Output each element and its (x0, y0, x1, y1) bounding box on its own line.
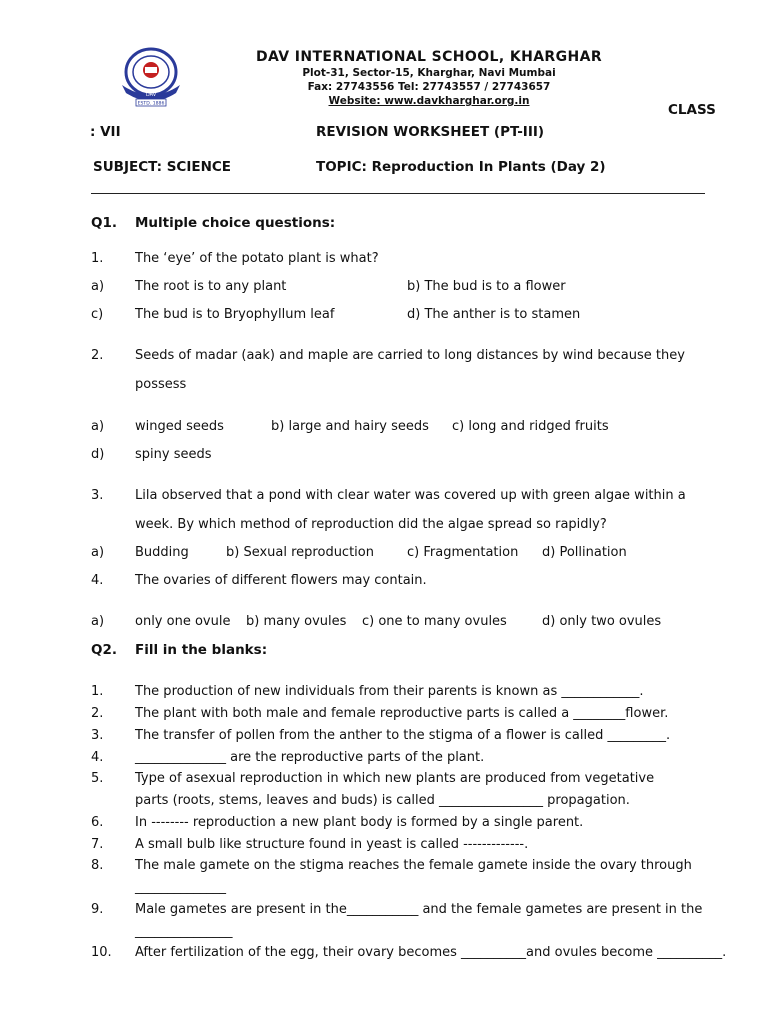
mcq4-opt-a: only one ovule (135, 614, 231, 629)
mcq2-question-line2: possess (135, 377, 187, 392)
mcq2-opt-b: b) large and hairy seeds (271, 419, 429, 434)
mcq3-question-line1: Lila observed that a pond with clear water was covered up with green algae within a (135, 488, 686, 503)
fill2-text: The plant with both male and female reproductive parts is called a ________flower. (135, 706, 669, 721)
fill9-text-line1: Male gametes are present in the___________ and the female gametes are present in the (135, 902, 703, 917)
mcq1-opt-c: The bud is to Bryophyllum leaf (135, 307, 335, 322)
logo-text: DAV (145, 92, 157, 98)
mcq3-opt-a-label: a) (91, 545, 105, 560)
address-line-2: Fax: 27743556 Tel: 27743557 / 27743657 (307, 81, 551, 93)
mcq2-opt-a: winged seeds (135, 419, 224, 434)
fill10-text: After fertilization of the egg, their ovary becomes __________and ovules become __________. (135, 945, 727, 960)
mcq1-opt-d: d) The anther is to stamen (407, 307, 581, 322)
mcq4-question: The ovaries of different flowers may contain. (135, 573, 427, 588)
q2-title: Fill in the blanks: (135, 642, 268, 658)
worksheet-title: REVISION WORKSHEET (PT-III) (316, 124, 545, 140)
fill5-number: 5. (91, 771, 104, 786)
fill4-text: ______________ are the reproductive parts of the plant. (135, 750, 485, 765)
fill2-number: 2. (91, 706, 104, 721)
mcq4-opt-a-label: a) (91, 614, 105, 629)
header-divider (91, 193, 705, 194)
mcq1-opt-a: The root is to any plant (135, 279, 287, 294)
fill3-number: 3. (91, 728, 104, 743)
q1-number: Q1. (91, 215, 117, 231)
subject-label: SUBJECT: SCIENCE (93, 159, 231, 175)
mcq4-opt-d: d) only two ovules (542, 614, 662, 629)
mcq2-opt-c: c) long and ridged fruits (452, 419, 609, 434)
mcq3-opt-c: c) Fragmentation (407, 545, 519, 560)
address-line-1: Plot-31, Sector-15, Kharghar, Navi Mumbai (302, 67, 556, 79)
fill5-text-line2: parts (roots, stems, leaves and buds) is called ________________ propagation. (135, 793, 630, 808)
fill7-number: 7. (91, 837, 104, 852)
fill9-number: 9. (91, 902, 104, 917)
fill8-number: 8. (91, 858, 104, 873)
class-label: CLASS (668, 102, 716, 118)
mcq2-number: 2. (91, 348, 104, 363)
mcq2-opt-d-label: d) (91, 447, 105, 462)
fill1-text: The production of new individuals from their parents is known as ____________. (135, 684, 644, 699)
fill9-text-line2: _______________ (135, 924, 233, 939)
q2-number: Q2. (91, 642, 117, 658)
fill8-text-line2: ______________ (135, 880, 226, 895)
fill7-text: A small bulb like structure found in yeast is called -------------. (135, 837, 529, 852)
topic-label: TOPIC: Reproduction In Plants (Day 2) (316, 159, 606, 175)
q1-title: Multiple choice questions: (135, 215, 336, 231)
mcq3-number: 3. (91, 488, 104, 503)
mcq2-question-line1: Seeds of madar (aak) and maple are carried to long distances by wind because they (135, 348, 685, 363)
mcq4-opt-b: b) many ovules (246, 614, 347, 629)
school-name: DAV INTERNATIONAL SCHOOL, KHARGHAR (255, 49, 603, 65)
fill4-number: 4. (91, 750, 104, 765)
fill1-number: 1. (91, 684, 104, 699)
mcq1-opt-c-label: c) (91, 307, 104, 322)
mcq1-opt-b: b) The bud is to a flower (407, 279, 566, 294)
mcq3-opt-a: Budding (135, 545, 189, 560)
mcq1-question: The ‘eye’ of the potato plant is what? (135, 251, 379, 266)
mcq4-opt-c: c) one to many ovules (362, 614, 507, 629)
mcq2-opt-a-label: a) (91, 419, 105, 434)
fill3-text: The transfer of pollen from the anther to the stigma of a flower is called _________. (135, 728, 671, 743)
mcq4-number: 4. (91, 573, 104, 588)
fill6-text: In -------- reproduction a new plant body is formed by a single parent. (135, 815, 584, 830)
mcq3-question-line2: week. By which method of reproduction did the algae spread so rapidly? (135, 517, 607, 532)
mcq1-number: 1. (91, 251, 104, 266)
class-value: : VII (90, 124, 121, 140)
logo-estd: ESTD. 1886 (137, 101, 165, 107)
mcq3-opt-b: b) Sexual reproduction (226, 545, 374, 560)
mcq3-opt-d: d) Pollination (542, 545, 627, 560)
fill5-text-line1: Type of asexual reproduction in which new plants are produced from vegetative (135, 771, 655, 786)
fill10-number: 10. (91, 945, 112, 960)
fill6-number: 6. (91, 815, 104, 830)
fill8-text-line1: The male gamete on the stigma reaches the female gamete inside the ovary through (135, 858, 692, 873)
mcq1-opt-a-label: a) (91, 279, 105, 294)
website-link[interactable]: Website: www.davkharghar.org.in (328, 95, 530, 107)
mcq2-opt-d: spiny seeds (135, 447, 212, 462)
